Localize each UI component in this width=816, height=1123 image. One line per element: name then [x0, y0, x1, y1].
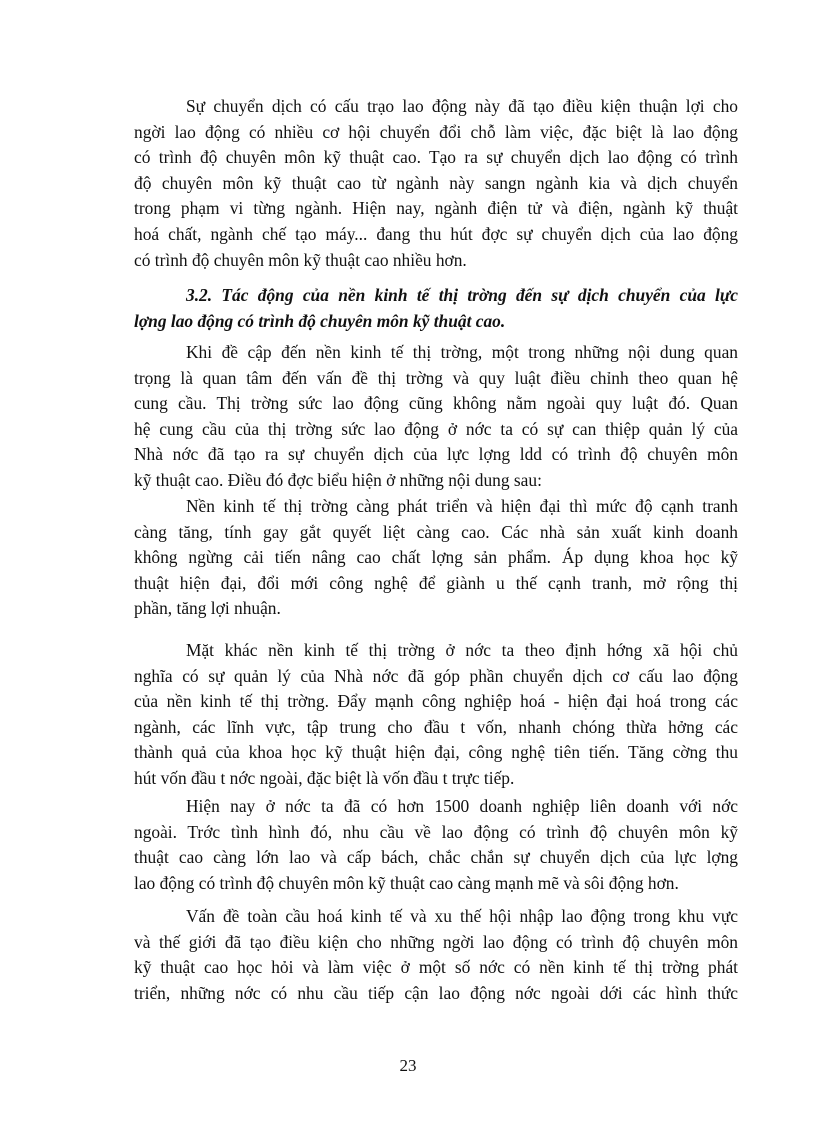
text-line: Sự chuyển dịch có cấu trạo lao động này đã tạo điều kiện thuận lợi cho: [186, 96, 738, 116]
text-line: thuật hiện đại, đổi mới công nghệ để giành u thế cạnh tranh, mở rộng thị: [134, 572, 738, 593]
paragraph-1: [134, 94, 738, 273]
section-heading: [134, 283, 738, 334]
text-line: của nền kinh tế thị trờng. Đẩy mạnh công nghiệp hoá - hiện đại hoá trong các: [134, 691, 738, 712]
text-line: phần, tăng lợi nhuận.: [134, 598, 281, 619]
text-line: có trình độ chuyên môn kỹ thuật cao. Tạo ra sự chuyển dịch lao động có trình: [134, 147, 738, 168]
page-number: 23: [399, 1056, 417, 1075]
paragraph-3: [134, 340, 738, 494]
text-line: Hiện nay ở nớc ta đã có hơn 1500 doanh nghiệp liên doanh với nớc: [186, 796, 738, 816]
text-line: càng tăng, tính gay gắt quyết liệt càng cao. Các nhà sản xuất kinh doanh: [134, 521, 738, 542]
text-line: Nền kinh tế thị trờng càng phát triển và hiện đại thì mức độ cạnh tranh: [186, 496, 738, 516]
text-line: thành quả của khoa học kỹ thuật hiện đại, công nghệ tiên tiến. Tăng cờng thu: [134, 742, 738, 763]
text-line: hệ cung cầu của thị trờng sức lao động ở nớc ta có sự can thiệp quản lý của: [134, 418, 738, 439]
text-line: ngành, các lĩnh vực, tập trung cho đầu t vốn, nhanh chóng thừa hởng các: [134, 716, 738, 737]
text-line: Nhà nớc đã tạo ra sự chuyển dịch của lực lợng ldd có trình độ chuyên môn: [134, 444, 738, 465]
text-line: độ chuyên môn kỹ thuật cao từ ngành này sangn ngành kia và dịch chuyển: [134, 172, 738, 193]
text-line: hoá chất, ngành chế tạo máy... đang thu hút đợc sự chuyển dịch của lao động: [134, 223, 738, 244]
text-line: kỹ thuật cao. Điều đó đợc biểu hiện ở những nội dung sau:: [134, 469, 542, 490]
text-line: nghĩa có sự quản lý của Nhà nớc đã góp phần chuyển dịch cơ cấu lao động: [134, 665, 738, 686]
paragraph-7: [134, 904, 738, 1006]
text-line: cung cầu. Thị trờng sức lao động cũng không nằm ngoài quy luật đó. Quan: [134, 393, 738, 414]
text-line: ngoài. Trớc tình hình đó, nhu cầu về lao động có trình độ chuyên môn kỹ: [134, 821, 738, 842]
text-line: ngời lao động có nhiều cơ hội chuyển đổi chỗ làm việc, đặc biệt là lao động: [134, 121, 738, 142]
paragraph-5: [134, 638, 738, 792]
text-line: Vấn đề toàn cầu hoá kinh tế và xu thế hội nhập lao động trong khu vực: [186, 906, 738, 926]
paragraph-6: [134, 794, 738, 896]
text-line: hút vốn đầu t nớc ngoài, đặc biệt là vốn đầu t trực tiếp.: [134, 767, 515, 788]
text-line: trọng là quan tâm đến vấn đề thị trờng và quy luật điều chỉnh theo quan hệ: [134, 367, 738, 388]
text-line: có trình độ chuyên môn kỹ thuật cao nhiều hơn.: [134, 249, 467, 270]
paragraph-4: [134, 494, 738, 622]
text-line: Mặt khác nền kinh tế thị trờng ở nớc ta theo định hớng xã hội chủ: [186, 640, 738, 660]
text-line: không ngừng cải tiến nâng cao chất lợng sản phẩm. Áp dụng khoa học kỹ: [134, 547, 738, 568]
heading-line: 3.2. Tác động của nền kinh tế thị trờng đến sự dịch chuyển của lực: [186, 285, 738, 305]
text-line: triển, những nớc có nhu cầu tiếp cận lao động nớc ngoài dới các hình thức: [134, 982, 738, 1003]
text-line: thuật cao càng lớn lao và cấp bách, chắc chắn sự chuyển dịch của lực lợng: [134, 847, 738, 868]
text-line: và thế giới đã tạo điều kiện cho những ngời lao động có trình độ chuyên môn: [134, 931, 738, 952]
text-line: trong phạm vi từng ngành. Hiện nay, ngành điện tử và điện, ngành kỹ thuật: [134, 198, 738, 219]
text-line: Khi đề cập đến nền kinh tế thị trờng, một trong những nội dung quan: [186, 342, 738, 362]
text-line: lao động có trình độ chuyên môn kỹ thuật cao càng mạnh mẽ và sôi động hơn.: [134, 872, 679, 893]
heading-line: lợng lao động có trình độ chuyên môn kỹ thuật cao.: [134, 310, 506, 331]
text-line: kỹ thuật cao học hỏi và làm việc ở một số nớc có nền kinh tế thị trờng phát: [134, 957, 738, 978]
